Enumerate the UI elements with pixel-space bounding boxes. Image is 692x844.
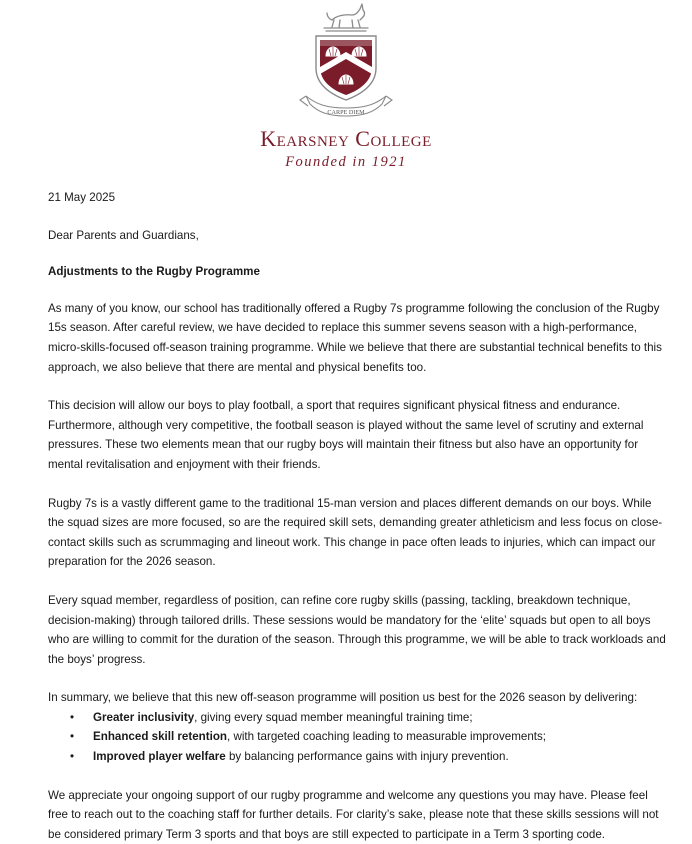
crest-animal-icon bbox=[324, 4, 368, 31]
letter-date: 21 May 2025 bbox=[48, 191, 116, 204]
founded-line: Founded in 1921 bbox=[285, 154, 407, 170]
benefits-list bbox=[48, 708, 666, 767]
closing-paragraph: We appreciate your ongoing support of our rugby programme and welcome any questions you may have. Please feel free to reach out to the coaching staff for further details. For clarity’s sake, please note that these skills sessions will not be considered primary Term 3 sports and that boys are still expected to participate in a Term 3 sporting code. bbox=[48, 788, 659, 841]
bullet-icon: • bbox=[70, 710, 75, 724]
school-crest-logo bbox=[296, 0, 396, 125]
paragraph-3: Rugby 7s is a vastly different game to the traditional 15-man version and places different demands on our boys. While the squad sizes are more focused, so are the required skill sets, demanding greater athleticism and less focus on close-contact skills such as scrummaging and lineout work. This change in pace often leads to injuries, which can impact our preparation for the 2026 season. bbox=[48, 496, 663, 569]
bullet-bold: Enhanced skill retention bbox=[93, 730, 228, 744]
bullet-icon: • bbox=[70, 730, 75, 744]
summary-intro: In summary, we believe that this new off-season programme will position us best for the 2026 season by delivering: bbox=[48, 691, 638, 705]
bullet-bold: Improved player welfare bbox=[93, 750, 226, 764]
bullet-icon: • bbox=[70, 750, 75, 764]
letterhead bbox=[0, 0, 692, 175]
list-item bbox=[48, 747, 666, 767]
bullet-text: , with targeted coaching leading to measurable improvements; bbox=[227, 730, 547, 744]
school-name: Kearsney College bbox=[260, 126, 432, 151]
letter-body bbox=[48, 188, 666, 844]
list-item bbox=[48, 727, 666, 747]
paragraph-4: Every squad member, regardless of position, can refine core rugby skills (passing, tackling, breakdown technique, decision-making) through tailored drills. These sessions would be mandatory for the ‘elite’ squads but open to all boys who are willing to commit for the duration of the season. Through this programme, we will be able to track workloads and the boys’ progress. bbox=[48, 593, 666, 666]
bullet-text: by balancing performance gains with injury prevention. bbox=[225, 750, 509, 764]
paragraph-2: This decision will allow our boys to play football, a sport that requires significant physical fitness and endurance. Furthermore, although very competitive, the football season is played without the same level of scrutiny and external pressures. These two elements mean that our rugby boys will maintain their fitness but also have an opportunity for mental revitalisation and enjoyment with their friends. bbox=[48, 399, 644, 471]
bullet-bold: Greater inclusivity bbox=[93, 710, 195, 724]
list-item bbox=[48, 708, 666, 728]
motto-text: CARPE DIEM bbox=[327, 109, 365, 116]
letter-subject: Adjustments to the Rugby Programme bbox=[48, 265, 260, 279]
bullet-text: , giving every squad member meaningful training time; bbox=[194, 710, 473, 724]
salutation: Dear Parents and Guardians, bbox=[48, 228, 199, 242]
paragraph-1: As many of you know, our school has traditionally offered a Rugby 7s programme following the conclusion of the Rugby 15s season. After careful review, we have decided to replace this summer sevens season with a high-performance, micro-skills-focused off-season training programme. While we believe that there are substantial technical benefits to this approach, we also believe that there are mental and physical benefits too. bbox=[48, 301, 662, 374]
